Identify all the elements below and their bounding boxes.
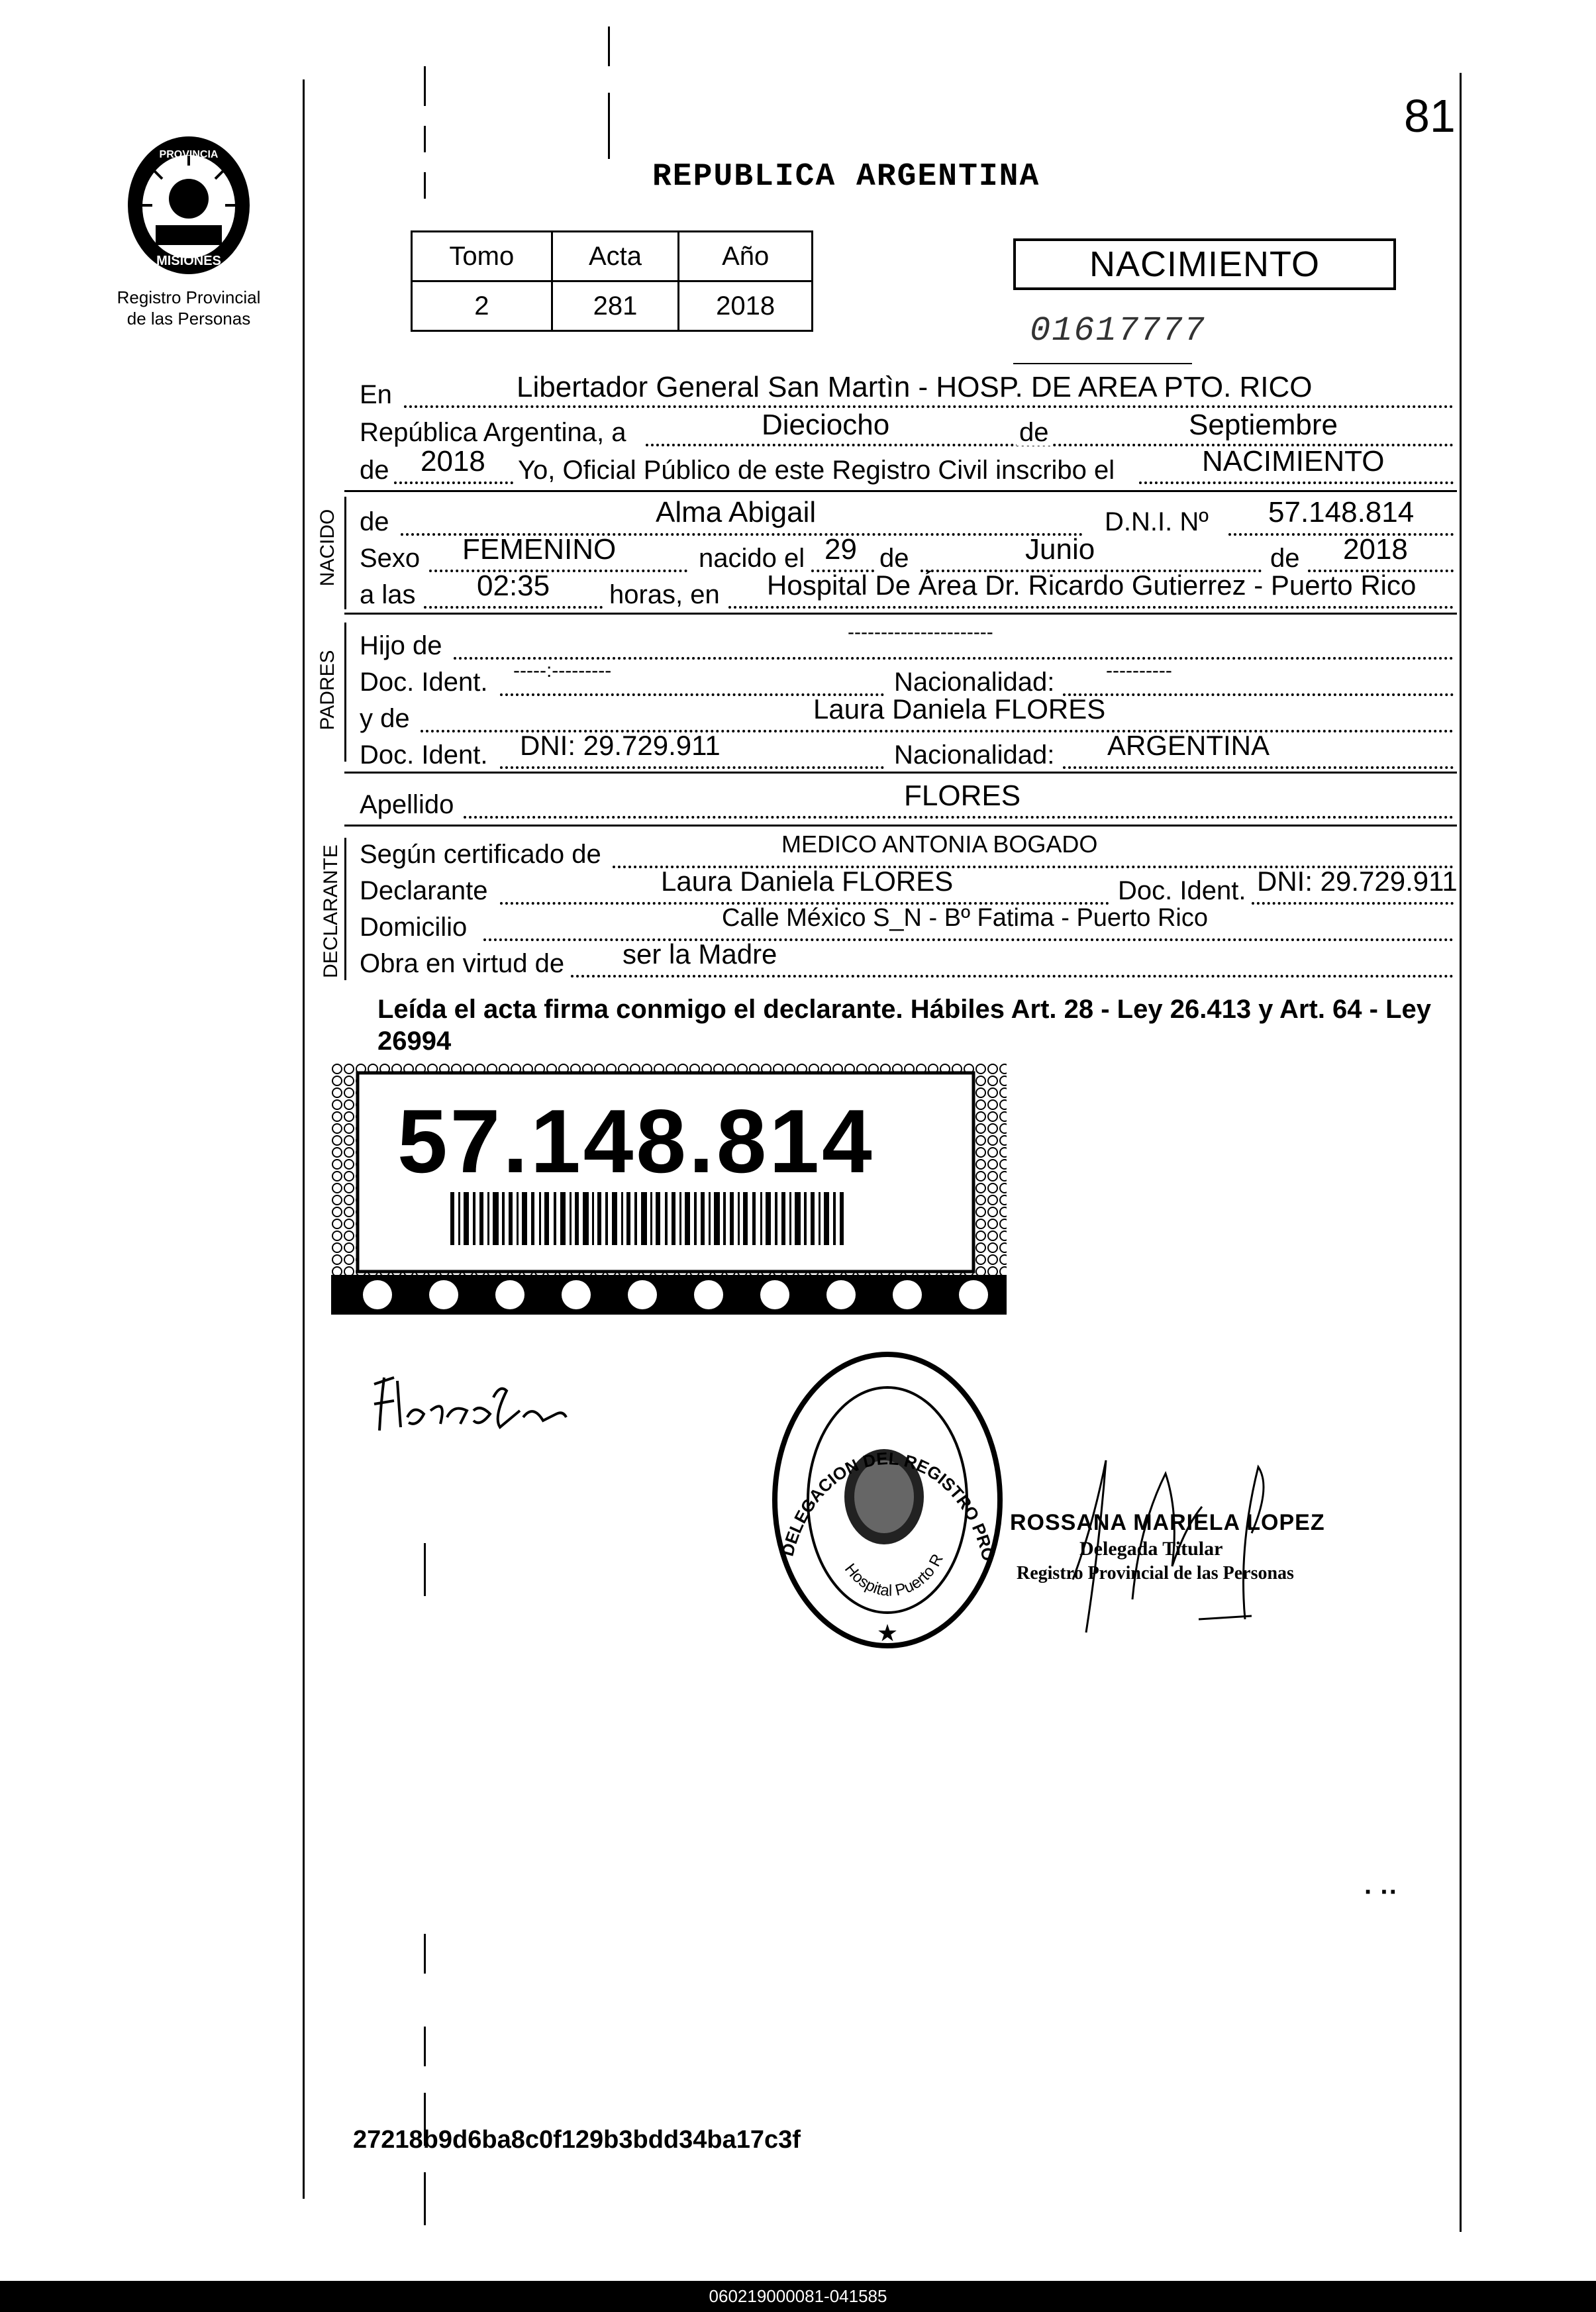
dotted-line <box>424 606 603 609</box>
fold-dash <box>608 93 610 159</box>
statement-text: Yo, Oficial Público de este Registro Civil inscribo el <box>518 456 1115 485</box>
svg-text:DELEGACION DEL REGISTRO PROVIN: DELEGACION DEL REGISTRO PRO <box>777 1448 999 1564</box>
svg-text:★: ★ <box>876 1619 899 1646</box>
nacido-de3-label: de <box>1270 544 1300 573</box>
padres-bracket <box>344 623 346 762</box>
sexo-label: Sexo <box>360 544 421 573</box>
nacido-el-label: nacido el <box>699 544 805 573</box>
declarant-address: Calle México S_N - Bº Fatima - Puerto Rico <box>722 904 1208 932</box>
dni-sticker <box>331 1063 1007 1315</box>
nac2-label: Nacionalidad: <box>894 740 1055 770</box>
cert-label: Según certificado de <box>360 840 601 869</box>
svg-text:PROVINCIA: PROVINCIA <box>159 149 219 160</box>
decl-label: Declarante <box>360 876 488 905</box>
nacido-de-label: de <box>360 507 389 536</box>
fold-dash <box>424 2172 426 2225</box>
en-label: En <box>360 380 392 409</box>
dots-mark: · ·· <box>1364 1878 1399 1907</box>
doc2-label: Doc. Ident. <box>360 740 488 770</box>
registry-name-line1: Registro Provincial <box>117 287 261 307</box>
decl-doc-label: Doc. Ident. <box>1118 876 1246 905</box>
declarant-name: Laura Daniela FLORES <box>661 866 954 897</box>
fold-dash <box>424 126 426 152</box>
mother-doc: DNI: 29.729.911 <box>520 730 721 761</box>
mother-name: Laura Daniela FLORES <box>813 693 1106 725</box>
dotted-line <box>571 975 1454 978</box>
sticker-dni-number: 57.148.814 <box>397 1091 875 1191</box>
record-table <box>411 230 813 332</box>
province-seal-logo <box>123 132 255 278</box>
section-divider <box>344 490 1457 492</box>
registry-name-line2: de las Personas <box>126 309 251 328</box>
fold-dash <box>608 26 610 66</box>
footer-code: 060219000081-041585 <box>709 2286 887 2306</box>
record-value-tomo: 2 <box>412 281 552 331</box>
birth-year: 2018 <box>1343 533 1408 566</box>
birth-day: 29 <box>824 533 857 566</box>
dotted-line <box>728 606 1454 609</box>
country-title: REPUBLICA ARGENTINA <box>652 159 1040 195</box>
dotted-line <box>1228 533 1454 536</box>
republica-label: República Argentina, a <box>360 418 626 447</box>
official-org: Registro Provincial de las Personas <box>1017 1563 1294 1583</box>
left-border-line <box>303 79 305 2199</box>
birth-place: Hospital De Área Dr. Ricardo Gutierrez - Puerto Rico <box>767 570 1417 601</box>
certifying-doctor: MEDICO ANTONIA BOGADO <box>781 830 1098 858</box>
birth-time: 02:35 <box>477 570 550 602</box>
record-header-acta: Acta <box>552 232 679 281</box>
declarant-doc: DNI: 29.729.911 <box>1257 866 1458 897</box>
horas-label: horas, en <box>609 580 720 609</box>
obra-label: Obra en virtud de <box>360 949 565 978</box>
fold-dash <box>424 1934 426 1974</box>
registration-month: Septiembre <box>1189 409 1338 441</box>
official-seal <box>765 1344 1010 1656</box>
dotted-line <box>429 570 687 572</box>
apellido-label: Apellido <box>360 790 454 819</box>
page-number: 81 <box>1404 90 1456 142</box>
birth-month: Junio <box>1025 533 1095 566</box>
birth-municipality: Libertador General San Martìn - HOSP. DE AREA PTO. RICO <box>517 371 1313 403</box>
declarante-section-label: DECLARANTE <box>320 844 342 978</box>
official-title: Delegada Titular <box>1079 1538 1223 1560</box>
de-label: de <box>1017 419 1052 446</box>
child-name: Alma Abigail <box>656 496 817 528</box>
dom-label: Domicilio <box>360 913 468 942</box>
serial-underline <box>1013 363 1192 364</box>
svg-text:Hospital Puerto Rico: Hospital Puerto R <box>840 1551 947 1600</box>
section-divider <box>344 825 1457 827</box>
section-divider <box>344 772 1457 774</box>
dotted-line <box>404 405 1454 408</box>
right-border-line <box>1460 73 1462 2232</box>
act-type: NACIMIENTO <box>1202 445 1385 477</box>
registration-year: 2018 <box>421 445 485 477</box>
nac1-label: Nacionalidad: <box>894 668 1055 697</box>
nacido-de2-label: de <box>879 544 909 573</box>
record-header-ano: Año <box>679 232 813 281</box>
official-name: ROSSANA MARIELA LOPEZ <box>1010 1510 1325 1535</box>
padres-section-label: PADRES <box>317 650 338 730</box>
serial-number: 01617777 <box>1030 311 1206 350</box>
svg-text:MISIONES: MISIONES <box>156 254 221 268</box>
hijo-label: Hijo de <box>360 631 442 660</box>
father-doc: -----:--------- <box>513 660 612 681</box>
fold-dash <box>424 172 426 199</box>
declarante-bracket <box>344 838 346 980</box>
dotted-line <box>1063 766 1454 769</box>
declarant-signature <box>368 1364 573 1444</box>
fold-dash <box>424 1543 426 1596</box>
footer-bar <box>0 2281 1596 2312</box>
record-value-acta: 281 <box>552 281 679 331</box>
child-dni: 57.148.814 <box>1268 496 1415 528</box>
record-header-tomo: Tomo <box>412 232 552 281</box>
doc1-label: Doc. Ident. <box>360 668 488 697</box>
nacido-bracket <box>344 497 346 609</box>
closing-text: Leída el acta firma conmigo el declarante. Hábiles Art. 28 - Ley 26.413 y Art. 64 - Ley 26994 <box>377 995 1432 1056</box>
document-hash: 27218b9d6ba8c0f129b3bdd34ba17c3f <box>353 2126 801 2154</box>
declarant-capacity: ser la Madre <box>623 938 777 970</box>
document-type-box: NACIMIENTO <box>1013 238 1396 290</box>
fold-dash <box>424 2027 426 2066</box>
alas-label: a las <box>360 580 416 609</box>
dotted-line <box>1252 902 1454 905</box>
father-nationality: ---------- <box>1106 660 1172 681</box>
nacido-section-label: NACIDO <box>317 509 338 587</box>
dotted-line <box>394 481 513 484</box>
dotted-line <box>1063 693 1454 696</box>
mother-nationality: ARGENTINA <box>1107 730 1270 761</box>
registration-day: Dieciocho <box>762 409 890 441</box>
surname: FLORES <box>904 779 1021 812</box>
de2-label: de <box>360 456 389 485</box>
record-value-ano: 2018 <box>679 281 813 331</box>
child-sex: FEMENINO <box>462 533 617 566</box>
dotted-line <box>1139 481 1454 484</box>
fold-dash <box>424 66 426 106</box>
dotted-line <box>464 816 1454 819</box>
father-name: ---------------------- <box>848 621 993 643</box>
dotted-line <box>500 766 884 769</box>
section-divider <box>344 613 1457 615</box>
yde-label: y de <box>360 704 410 733</box>
dni-label: D.N.I. Nº <box>1105 507 1209 536</box>
